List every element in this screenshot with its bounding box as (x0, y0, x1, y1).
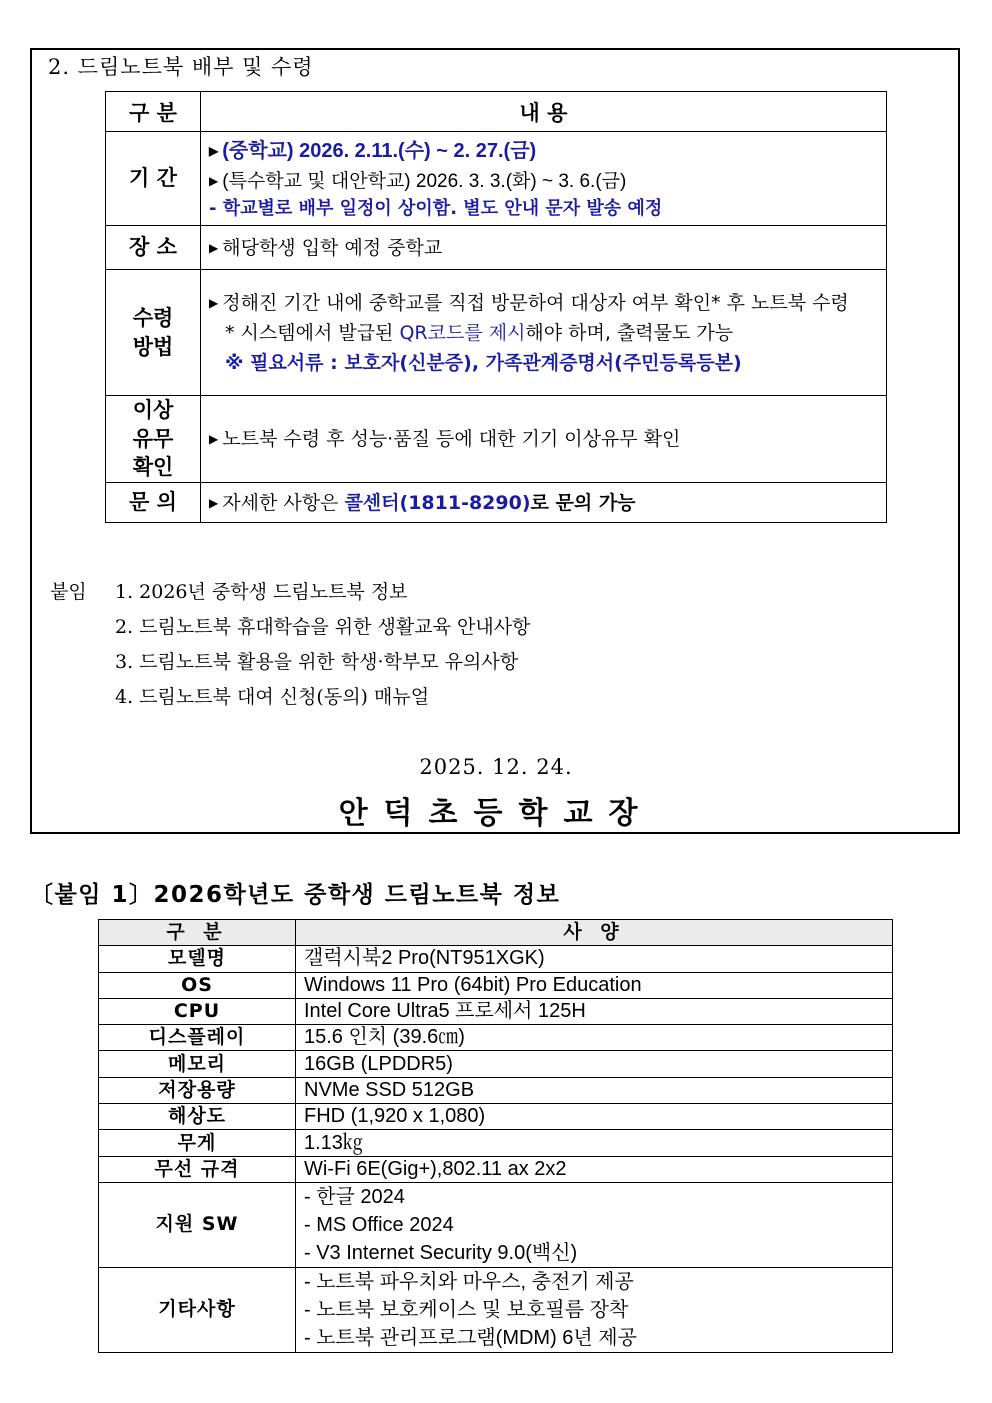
attachment-item-3: 3. 드림노트북 활용을 위한 학생·학부모 유의사항 (115, 651, 519, 673)
triangle-bullet-icon: ▶ (209, 240, 219, 255)
spec-value: FHD (1,920 x 1,080) (296, 1104, 893, 1130)
period-special-school: ▶ (특수학교 및 대안학교) 2026. 3. 3.(화) ~ 3. 6.(금) (209, 171, 627, 192)
table-row-check (106, 396, 887, 483)
list-item: - 노트북 보호케이스 및 보호필름 장착 (304, 1298, 629, 1321)
header-category: 구 분 (106, 92, 201, 132)
spec-header-spec: 사 양 (296, 920, 893, 946)
check-text: ▶ 노트북 수령 후 성능·품질 등에 대한 기기 이상유무 확인 (209, 428, 681, 450)
table-row (99, 1130, 893, 1156)
list-item: - MS Office 2024 (304, 1213, 454, 1236)
spec-header-category: 구 분 (99, 920, 296, 946)
period-note: - 학교별로 배부 일정이 상이함. 별도 안내 문자 발송 예정 (209, 198, 663, 219)
spec-value: 갤럭시북2 Pro(NT951XGK) (296, 946, 893, 972)
distribution-table (105, 91, 887, 523)
table-row-sw (99, 1182, 893, 1267)
period-middle-school: ▶ (중학교) 2026. 2.11.(수) ~ 2. 27.(금) (209, 140, 537, 162)
label-place: 장 소 (106, 226, 201, 270)
triangle-bullet-icon: ▶ (209, 495, 219, 510)
spec-label: 저장용량 (99, 1077, 296, 1103)
label-check: 이상 유무 확인 (106, 396, 201, 483)
method-line-1: ▶ 정해진 기간 내에 중학교를 직접 방문하여 대상자 여부 확인* 후 노트북 수령 (209, 291, 849, 314)
label-method: 수령 방법 (106, 270, 201, 396)
spec-label: 모델명 (99, 946, 296, 972)
table-header-row (106, 92, 887, 132)
spec-value: 1.13㎏ (296, 1130, 893, 1156)
list-item: - 한글 2024 (304, 1185, 405, 1208)
spec-label: 지원 SW (99, 1182, 296, 1267)
attachment1-title: 〔붙임 1〕2026학년도 중학생 드림노트북 정보 (30, 882, 561, 908)
spec-label: 기타사항 (99, 1267, 296, 1352)
spec-value (296, 1267, 893, 1352)
table-row (99, 946, 893, 972)
table-row (99, 1051, 893, 1077)
document-date: 2025. 12. 24. (419, 755, 573, 779)
list-item: - V3 Internet Security 9.0(백신) (304, 1241, 578, 1264)
label-period: 기 간 (106, 132, 201, 226)
header-content: 내 용 (201, 92, 887, 132)
attachments-label: 붙임 (50, 581, 87, 603)
spec-value: Windows 11 Pro (64bit) Pro Education (296, 972, 893, 998)
triangle-bullet-icon: ▶ (209, 432, 219, 446)
spec-label: 무선 규격 (99, 1156, 296, 1182)
spec-value: 15.6 인치 (39.6㎝) (296, 1025, 893, 1051)
spec-value (296, 1182, 893, 1267)
table-row-etc (99, 1267, 893, 1352)
list-item: - 노트북 파우치와 마우스, 충전기 제공 (304, 1270, 634, 1293)
triangle-bullet-icon: ▶ (209, 295, 219, 310)
spec-label: 해상도 (99, 1104, 296, 1130)
method-required-docs: ※ 필요서류 : 보호자(신분증), 가족관계증명서(주민등록등본) (225, 351, 742, 374)
table-row-period (106, 132, 887, 226)
spec-label: OS (99, 972, 296, 998)
table-row (99, 1104, 893, 1130)
label-inquiry: 문 의 (106, 483, 201, 523)
attachment-item-4: 4. 드림노트북 대여 신청(동의) 매뉴얼 (115, 686, 430, 708)
table-row-inquiry (106, 483, 887, 523)
spec-label: 디스플레이 (99, 1025, 296, 1051)
spec-table (98, 919, 893, 1353)
table-row (99, 998, 893, 1024)
table-row-place (106, 226, 887, 270)
table-row (99, 1077, 893, 1103)
inquiry-text: ▶ 자세한 사항은 콜센터(1811-8290)로 문의 가능 (209, 491, 636, 514)
spec-value: 16GB (LPDDR5) (296, 1051, 893, 1077)
spec-label: CPU (99, 998, 296, 1024)
attachment-item-2: 2. 드림노트북 휴대학습을 위한 생활교육 안내사항 (115, 616, 531, 638)
spec-label: 메모리 (99, 1051, 296, 1077)
spec-header-row (99, 920, 893, 946)
principal-signature: 안덕초등학교장 (338, 796, 654, 831)
table-row (99, 1156, 893, 1182)
triangle-bullet-icon: ▶ (209, 174, 219, 188)
list-item: - 노트북 관리프로그램(MDM) 6년 제공 (304, 1326, 637, 1349)
spec-value: Wi-Fi 6E(Gig+),802.11 ax 2x2 (296, 1156, 893, 1182)
spec-label: 무게 (99, 1130, 296, 1156)
section-title: 2. 드림노트북 배부 및 수령 (48, 55, 314, 79)
attachment-item-1: 1. 2026년 중학생 드림노트북 정보 (115, 581, 408, 603)
spec-value: NVMe SSD 512GB (296, 1077, 893, 1103)
table-row-method (106, 270, 887, 396)
triangle-bullet-icon: ▶ (209, 144, 219, 158)
table-row (99, 972, 893, 998)
place-text: ▶ 해당학생 입학 예정 중학교 (209, 236, 443, 259)
spec-value: Intel Core Ultra5 프로세서 125H (296, 998, 893, 1024)
method-line-2: * 시스템에서 발급된 QR코드를 제시해야 하며, 출력물도 가능 (225, 321, 734, 344)
table-row (99, 1025, 893, 1051)
